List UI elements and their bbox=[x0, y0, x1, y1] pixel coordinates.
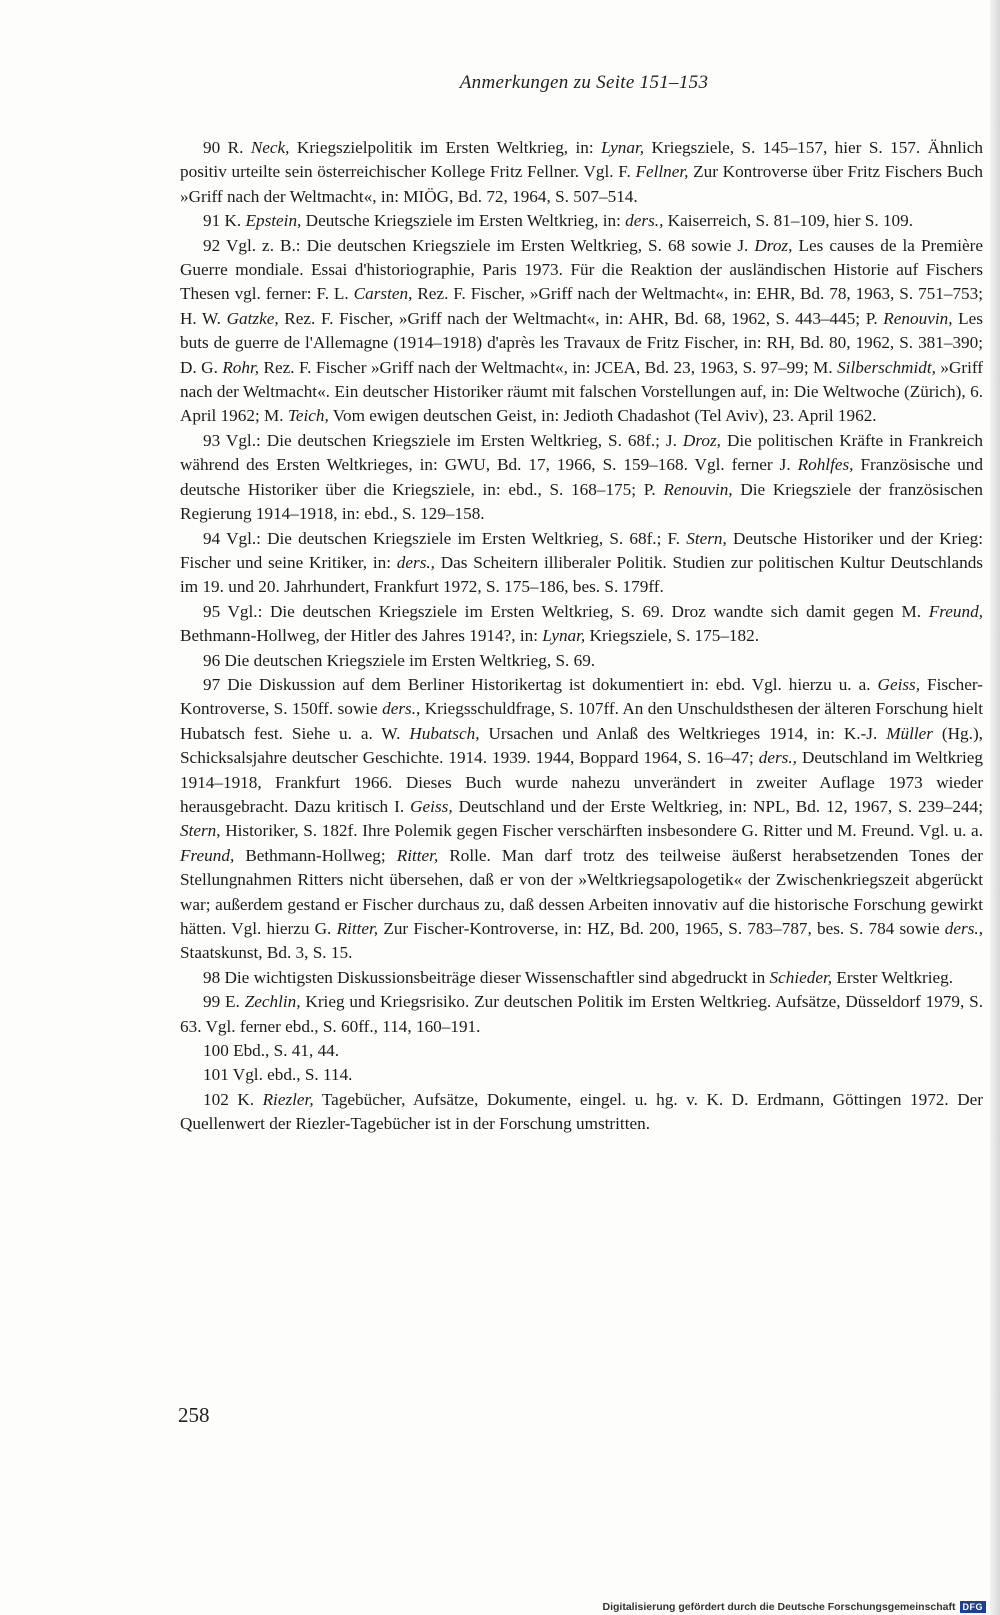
endnote-text: Kriegszielpolitik im Ersten Weltkrieg, in: bbox=[289, 138, 602, 157]
author-name: Freund, bbox=[928, 601, 983, 621]
endnote-97 bbox=[180, 673, 983, 966]
running-head: Anmerkungen zu Seite 151–153 bbox=[459, 72, 709, 93]
author-name: Gatzke, bbox=[226, 308, 279, 328]
endnote-100 bbox=[180, 1039, 983, 1063]
endnote-number: 92 bbox=[203, 235, 221, 255]
endnote-text: Vgl. ebd., S. 114. bbox=[232, 1065, 353, 1085]
author-name: Lynar, bbox=[542, 626, 586, 646]
endnote-98 bbox=[180, 966, 983, 990]
endnote-number: 97 bbox=[203, 674, 221, 694]
author-name: Silberschmidt, bbox=[837, 357, 936, 377]
author-name: Schieder, bbox=[769, 967, 833, 987]
author-name: Freund, bbox=[180, 845, 235, 865]
author-name: Zechlin, bbox=[244, 992, 301, 1012]
endnote-number: 100 bbox=[203, 1041, 229, 1061]
endnote-text: Ebd., S. 41, 44. bbox=[233, 1041, 340, 1061]
endnote-94 bbox=[180, 527, 983, 600]
endnote-95 bbox=[180, 600, 983, 649]
endnote-text: Die wichtigsten Diskussionsbeiträge dieser Wissenschaftler sind abgedruckt in bbox=[224, 967, 770, 987]
endnote-text: Les buts de guerre de l'Allemagne (1914–1918) d'après les Travaux de Fritz Fischer, in: RH, Bd. 80, 1962, S. 381–390; D. G. bbox=[180, 308, 983, 377]
endnote-text: Vgl.: Die deutschen Kriegsziele im Ersten Weltkrieg, S. 69. Droz wandte sich damit gegen M. bbox=[227, 601, 929, 621]
endnote-text: Deutsche Historiker und der Krieg: Fischer und seine Kritiker, in: bbox=[180, 528, 983, 572]
endnote-text: E. bbox=[225, 992, 245, 1012]
endnote-number: 98 bbox=[203, 967, 221, 987]
digitization-footer bbox=[603, 1601, 986, 1613]
author-name: Hubatsch, bbox=[409, 723, 480, 743]
author-name: ders., bbox=[396, 552, 435, 572]
author-name: Ritter, bbox=[336, 919, 379, 938]
author-name: ders., bbox=[625, 211, 664, 231]
author-name: Rohr, bbox=[222, 357, 260, 377]
endnote-text: Deutsche Kriegsziele im Ersten Weltkrieg, in: bbox=[301, 211, 626, 231]
endnote-text: Kaiserreich, S. 81–109, hier S. 109. bbox=[663, 211, 914, 231]
endnote-text: Kriegsziele, S. 175–182. bbox=[585, 626, 759, 646]
endnote-text: Deutschland im Weltkrieg 1914–1918, Frankfurt 1966. Dieses Buch wurde nahezu unverändert in zweiter Auflage 1973 wieder herausgebracht. Dazu kritisch I. bbox=[180, 748, 983, 816]
author-name: ders., bbox=[382, 699, 421, 719]
endnote-text: Vgl. z. B.: Die deutschen Kriegsziele im Ersten Weltkrieg, S. 68 sowie J. bbox=[225, 235, 755, 255]
endnote-number: 101 bbox=[203, 1065, 229, 1085]
endnote-number: 90 bbox=[203, 138, 221, 157]
endnote-text: Bethmann-Hollweg; bbox=[234, 845, 397, 865]
endnote-number: 99 bbox=[203, 992, 221, 1012]
endnote-text: Staatskunst, Bd. 3, S. 15. bbox=[180, 943, 353, 963]
endnote-text: Vgl.: Die deutschen Kriegsziele im Ersten Weltkrieg, S. 68f.; F. bbox=[226, 528, 687, 548]
endnote-text: Die deutschen Kriegsziele im Ersten Weltkrieg, S. 69. bbox=[224, 650, 596, 670]
endnote-text: Fischer-Kontroverse, S. 150ff. sowie bbox=[180, 674, 984, 719]
endnote-number: 102 bbox=[203, 1089, 229, 1109]
author-name: Teich, bbox=[287, 406, 329, 426]
author-name: Stern, bbox=[180, 821, 221, 841]
author-name: Geiss, bbox=[410, 796, 453, 816]
endnote-text: Vom ewigen deutschen Geist, in: Jedioth Chadashot (Tel Aviv), 23. April 1962. bbox=[328, 406, 877, 426]
endnote-number: 93 bbox=[203, 430, 221, 450]
author-name: Riezler, bbox=[262, 1089, 314, 1109]
endnote-92 bbox=[180, 234, 983, 429]
endnote-text: »Griff nach der Weltmacht«. Ein deutscher Historiker räumt mit falschen Vorstellungen auf, in: Die Weltwoche (Zürich), 6. April 1962; M. bbox=[180, 357, 983, 426]
endnote-text: Die Kriegsziele der französischen Regierung 1914–1918, in: ebd., S. 129–158. bbox=[180, 479, 983, 524]
author-name: Droz, bbox=[682, 430, 721, 450]
page-edge-shadow bbox=[990, 0, 1000, 1615]
endnote-number: 91 bbox=[203, 211, 221, 231]
endnote-text: Krieg und Kriegsrisiko. Zur deutschen Politik im Ersten Weltkrieg. Aufsätze, Düsseldorf 1979, S. 63. Vgl. ferner ebd., S. 60ff., 114, 160–191. bbox=[180, 992, 984, 1036]
endnote-number: 96 bbox=[203, 650, 221, 670]
author-name: Ritter, bbox=[396, 845, 439, 865]
page-number: 258 bbox=[178, 1403, 210, 1427]
endnote-text: Rolle. Man darf trotz des teilweise äußerst herabsetzenden Tones der Stellungnahmen Ritters nicht übersehen, daß er von der »Weltkriegsapologetik« der Zwischenkriegszeit abgerückt war; außerdem gestand er Fischer durchaus zu, daß dessen Arbeiten innovativ auf die historische Forschung gewirkt hätten. Vgl. hierzu G. bbox=[180, 845, 984, 938]
endnote-number: 95 bbox=[203, 601, 221, 621]
endnote-text: Zur Fischer-Kontroverse, in: HZ, Bd. 200, 1965, S. 783–787, bes. S. 784 sowie bbox=[378, 919, 945, 938]
endnote-text: Bethmann-Hollweg, der Hitler des Jahres 1914?, in: bbox=[180, 626, 543, 646]
endnote-text: Erster Weltkrieg. bbox=[832, 967, 954, 987]
endnote-text: Ursachen und Anlaß des Weltkrieges 1914, in: K.-J. bbox=[479, 723, 887, 743]
endnote-text: Rez. F. Fischer »Griff nach der Weltmacht«, in: JCEA, Bd. 23, 1963, S. 97–99; M. bbox=[259, 357, 838, 377]
endnote-101 bbox=[180, 1063, 983, 1087]
endnotes-list bbox=[180, 136, 983, 1137]
footer-credit-text: Digitalisierung gefördert durch die Deutsche Forschungsgemeinschaft bbox=[602, 1601, 956, 1613]
author-name: ders., bbox=[758, 748, 797, 768]
endnote-text: Tagebücher, Aufsätze, Dokumente, eingel. u. hg. v. K. D. Erdmann, Göttingen 1972. Der Quellenwert der Riezler-Tagebücher ist in der Forschung umstritten. bbox=[180, 1089, 983, 1134]
endnote-text: Rez. F. Fischer, »Griff nach der Weltmacht«, in: EHR, Bd. 78, 1963, S. 751–753; H. W. bbox=[180, 284, 984, 328]
endnote-text: Vgl.: Die deutschen Kriegsziele im Ersten Weltkrieg, S. 68f.; J. bbox=[225, 430, 683, 450]
author-name: Droz, bbox=[754, 235, 793, 255]
endnote-text: Französische und deutsche Historiker über die Kriegsziele, in: ebd., S. 168–175; P. bbox=[180, 455, 983, 499]
endnote-text: Kriegsziele, S. 145–157, hier S. 157. Ähnlich positiv urteilte sein österreichischer Kollege Fritz Fellner. Vgl. F. bbox=[180, 138, 983, 182]
endnote-text: Les causes de la Première Guerre mondiale. Essai d'historiographie, Paris 1973. Für die Reaktion der ausländischen Historie auf Fischers Thesen vgl. ferner: F. L. bbox=[180, 235, 983, 304]
endnote-text: K. bbox=[237, 1089, 263, 1109]
author-name: ders., bbox=[944, 919, 983, 938]
endnote-text: Zur Kontroverse über Fritz Fischers Buch »Griff nach der Weltmacht«, in: MIÖG, Bd. 72, 1964, S. 507–514. bbox=[180, 162, 984, 206]
dfg-logo-icon: DFG bbox=[960, 1601, 987, 1613]
endnote-91 bbox=[180, 209, 983, 233]
endnote-text: K. bbox=[224, 211, 246, 231]
endnote-text: Historiker, S. 182f. Ihre Polemik gegen Fischer verschärften insbesondere G. Ritter und M. Freund. Vgl. u. a. bbox=[220, 821, 983, 841]
author-name: Stern, bbox=[686, 528, 727, 548]
author-name: Epstein, bbox=[245, 211, 302, 231]
endnote-93 bbox=[180, 429, 983, 527]
author-name: Fellner, bbox=[635, 162, 689, 182]
endnote-96 bbox=[180, 649, 983, 673]
endnote-text: Kriegsschuldfrage, S. 107ff. An den Unschuldsthesen der älteren Forschung hielt Hubatsch fest. Siehe u. a. W. bbox=[180, 699, 983, 743]
endnote-90 bbox=[180, 136, 983, 209]
endnote-text: Die politischen Kräfte in Frankreich während des Ersten Weltkrieges, in: GWU, Bd. 17, 1966, S. 159–168. Vgl. ferner J. bbox=[180, 430, 983, 475]
endnote-text: Deutschland und der Erste Weltkrieg, in: NPL, Bd. 12, 1967, S. 239–244; bbox=[452, 796, 983, 816]
author-name: Lynar, bbox=[601, 138, 645, 157]
endnote-text: Das Scheitern illiberaler Politik. Studien zur politischen Kultur Deutschlands im 19. und 20. Jahrhundert, Frankfurt 1972, S. 175–186, bes. S. 179ff. bbox=[180, 552, 983, 597]
author-name: Neck, bbox=[250, 138, 290, 157]
endnote-text: R. bbox=[227, 138, 251, 157]
endnote-102 bbox=[180, 1088, 983, 1137]
author-name: Carsten, bbox=[353, 284, 413, 304]
endnote-text: Die Diskussion auf dem Berliner Historikertag ist dokumentiert in: ebd. Vgl. hierzu u. a. bbox=[227, 674, 878, 694]
author-name: Renouvin, bbox=[883, 308, 953, 328]
endnote-number: 94 bbox=[203, 528, 221, 548]
author-name: Renouvin, bbox=[663, 479, 733, 499]
author-name: Geiss, bbox=[877, 674, 921, 694]
endnote-text: Rez. F. Fischer, »Griff nach der Weltmacht«, in: AHR, Bd. 68, 1962, S. 443–445; P. bbox=[278, 308, 884, 328]
author-name: Rohlfes, bbox=[797, 455, 854, 475]
endnote-text: (Hg.), Schicksalsjahre deutscher Geschichte. 1914. 1939. 1944, Boppard 1964, S. 16–47; bbox=[180, 723, 983, 768]
endnote-99 bbox=[180, 990, 983, 1039]
author-name: Müller bbox=[886, 723, 933, 743]
